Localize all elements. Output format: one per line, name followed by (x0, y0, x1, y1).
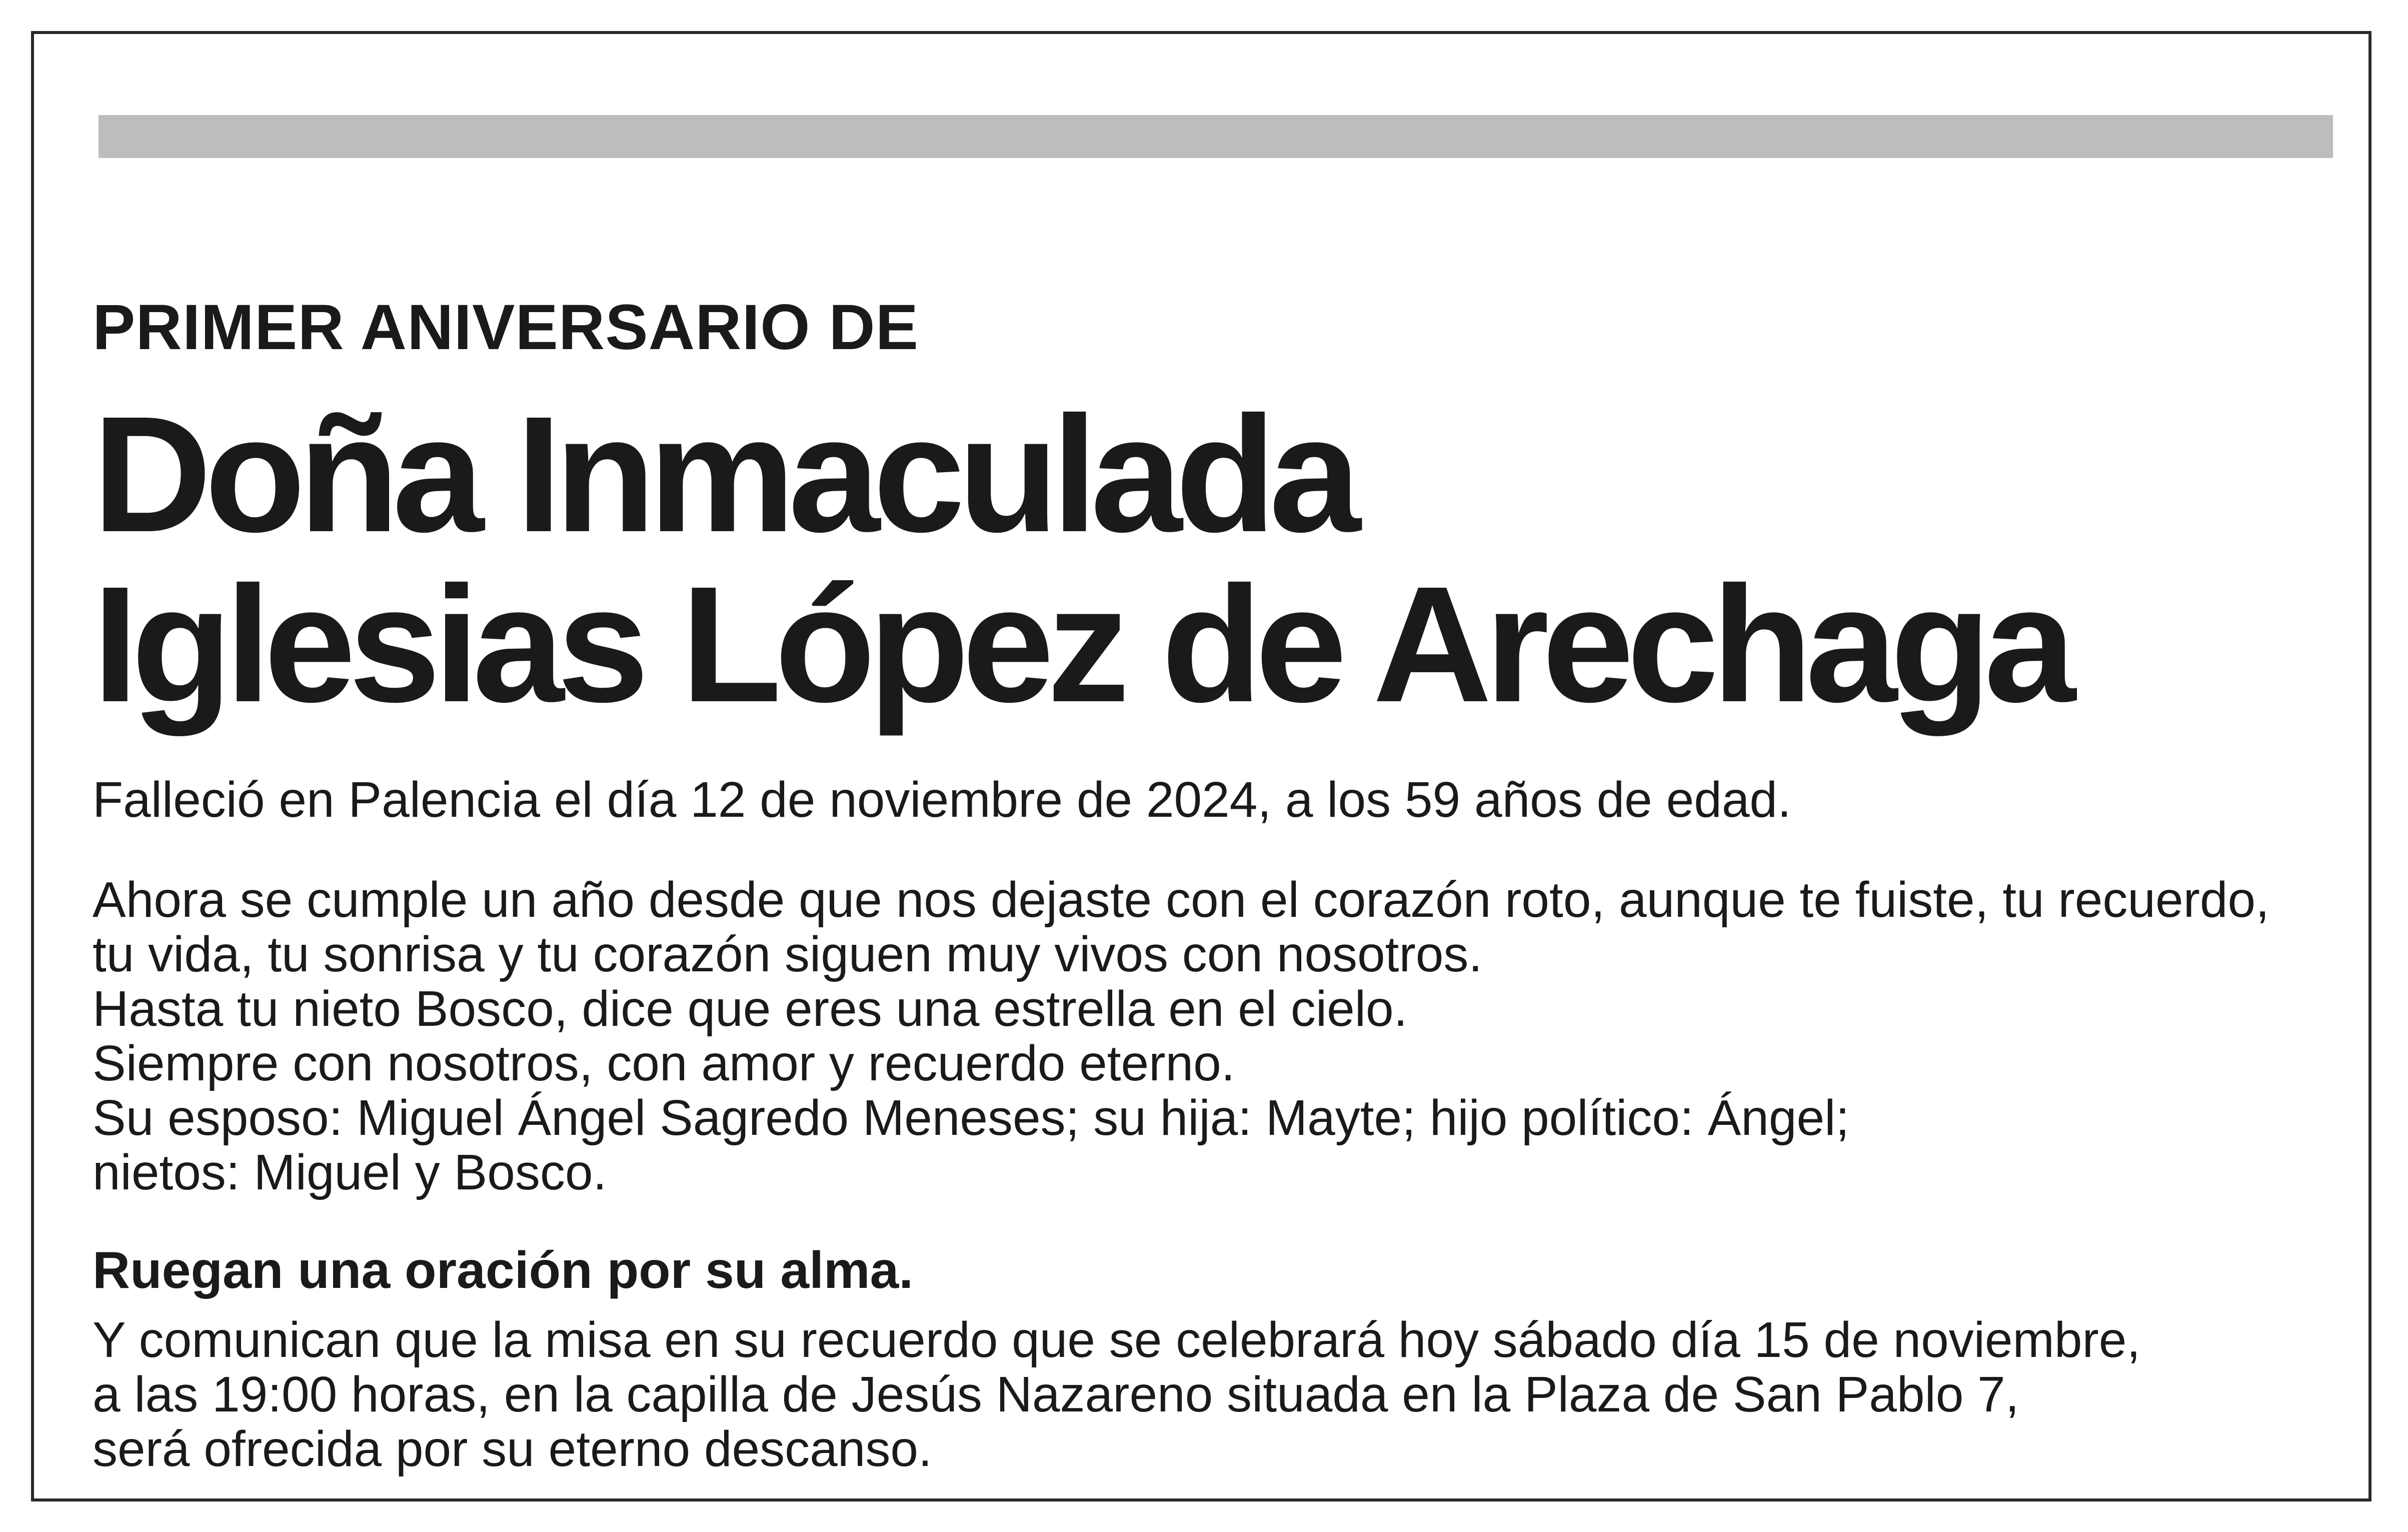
notice-heading: PRIMER ANIVERSARIO DE (93, 292, 919, 363)
tribute-line: Ahora se cumple un año desde que nos dejaste con el corazón roto, aunque te fuiste, tu recuerdo, (93, 872, 2269, 928)
tribute-line: nietos: Miguel y Bosco. (93, 1144, 607, 1200)
header-bar (99, 115, 2333, 158)
tribute-paragraph (93, 873, 2269, 1200)
mass-line: será ofrecida por su eterno descanso. (93, 1421, 932, 1477)
deceased-name-line-2: Iglesias López de Arechaga (93, 552, 2069, 736)
mass-announcement (93, 1313, 2140, 1476)
tribute-line: Su esposo: Miguel Ángel Sagredo Meneses; su hija: Mayte; hijo político: Ángel; (93, 1090, 1850, 1146)
deceased-name (93, 382, 2069, 736)
deceased-name-line-1: Doña Inmaculada (93, 382, 1354, 566)
tribute-line: Hasta tu nieto Bosco, dice que eres una estrella en el cielo. (93, 981, 1408, 1037)
death-details: Falleció en Palencia el día 12 de noviembre de 2024, a los 59 años de edad. (93, 772, 1791, 828)
prayer-request: Ruegan una oración por su alma. (93, 1241, 914, 1299)
tribute-line: tu vida, tu sonrisa y tu corazón siguen muy vivos con nosotros. (93, 926, 1483, 982)
mass-line: a las 19:00 horas, en la capilla de Jesús Nazareno situada en la Plaza de San Pablo 7, (93, 1366, 2019, 1422)
tribute-line: Siempre con nosotros, con amor y recuerdo eterno. (93, 1035, 1235, 1091)
mass-line: Y comunican que la misa en su recuerdo que se celebrará hoy sábado día 15 de noviembre, (93, 1312, 2141, 1368)
